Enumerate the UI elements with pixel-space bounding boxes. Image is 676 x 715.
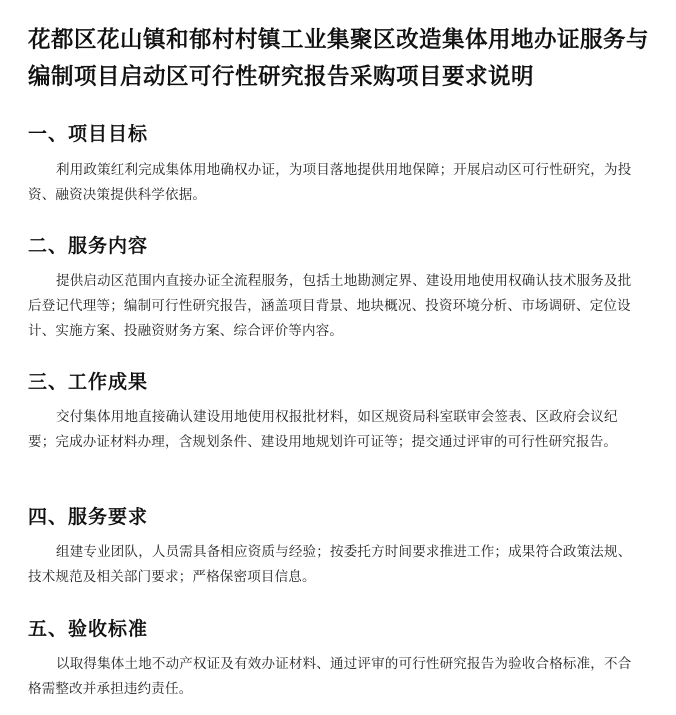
document-title: 花都区花山镇和郁村村镇工业集聚区改造集体用地办证服务与编制项目启动区可行性研究报告采购项目要求说明 <box>28 27 650 90</box>
section-body: 提供启动区范围内直接办证全流程服务，包括土地勘测定界、建设用地使用权确认技术服务及批后登记代理等；编制可行性研究报告，涵盖项目背景、地块概况、投资环境分析、市场调研、定位设计、实施方案、投融资财务方案、综合评价等内容。 <box>28 273 632 339</box>
section-service-content <box>28 232 636 344</box>
section-body: 组建专业团队，人员需具备相应资质与经验；按委托方时间要求推进工作；成果符合政策法规、技术规范及相关部门要求；严格保密项目信息。 <box>28 544 632 585</box>
section-body: 利用政策红利完成集体用地确权办证，为项目落地提供用地保障；开展启动区可行性研究，为投资、融资决策提供科学依据。 <box>28 162 632 203</box>
section-heading: 五、验收标准 <box>28 618 149 640</box>
section-work-results <box>28 368 636 455</box>
section-heading: 四、服务要求 <box>28 506 149 528</box>
section-acceptance-criteria <box>28 615 636 702</box>
section-heading: 一、项目目标 <box>28 123 149 145</box>
section-body: 交付集体用地直接确认建设用地使用权报批材料，如区规资局科室联审会签表、区政府会议纪要；完成办证材料办理，含规划条件、建设用地规划许可证等；提交通过评审的可行性研究报告。 <box>28 409 618 450</box>
section-heading: 二、服务内容 <box>28 235 149 257</box>
section-body: 以取得集体土地不动产权证及有效办证材料、通过评审的可行性研究报告为验收合格标准，不合格需整改并承担违约责任。 <box>28 656 632 697</box>
section-project-goal <box>28 120 636 208</box>
section-heading: 三、工作成果 <box>28 371 149 393</box>
section-service-requirements <box>28 503 636 590</box>
